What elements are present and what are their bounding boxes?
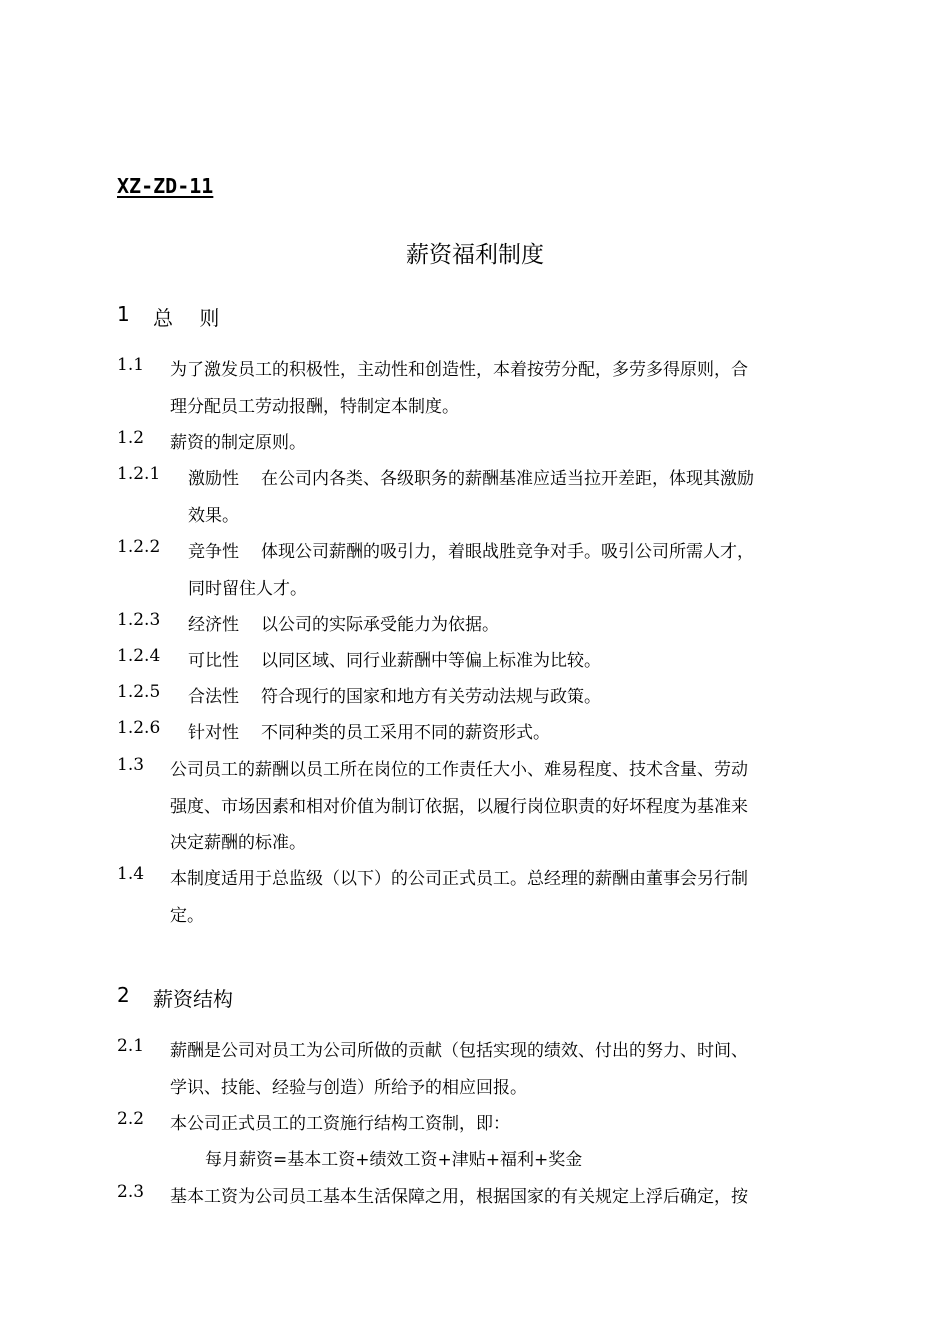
item-text: 强度、市场因素和相对价值为制订依据，以履行岗位职责的好坏程度为基准来	[170, 797, 748, 817]
item-line	[188, 718, 550, 743]
item-number: 1.2.1	[117, 464, 161, 484]
item-number: 1.3	[117, 755, 145, 775]
item-text: 定。	[170, 906, 204, 926]
item-line	[188, 646, 601, 671]
salary-formula: 每月薪资=基本工资+绩效工资+津贴+福利+奖金	[205, 1150, 583, 1170]
item-number: 2.3	[117, 1182, 145, 1202]
item-number: 1.2.5	[117, 682, 161, 702]
item-text: 基本工资为公司员工基本生活保障之用，根据国家的有关规定上浮后确定，按	[170, 1187, 748, 1207]
item-text: 学识、技能、经验与创造）所给予的相应回报。	[170, 1078, 527, 1098]
item-label: 针对性	[188, 723, 239, 743]
item-number: 1.2	[117, 428, 145, 448]
item-line	[188, 610, 499, 635]
item-number: 1.2.4	[117, 646, 161, 666]
item-text: 为了激发员工的积极性，主动性和创造性，本着按劳分配，多劳多得原则，合	[170, 360, 748, 380]
item-text: 本公司正式员工的工资施行结构工资制，即：	[170, 1114, 510, 1134]
item-text: 薪资的制定原则。	[170, 433, 306, 453]
item-label: 合法性	[188, 687, 239, 707]
document-code: XZ-ZD-11	[117, 174, 214, 198]
item-line	[188, 464, 754, 489]
item-text: 效果。	[188, 506, 239, 526]
section-title: 总 则	[153, 306, 230, 330]
item-number: 1.1	[117, 355, 145, 375]
item-text: 本制度适用于总监级（以下）的公司正式员工。总经理的薪酬由董事会另行制	[170, 869, 748, 889]
item-label: 竞争性	[188, 542, 239, 562]
item-text: 决定薪酬的标准。	[170, 833, 306, 853]
item-number: 1.4	[117, 864, 145, 884]
item-text: 在公司内各类、各级职务的薪酬基准应适当拉开差距，体现其激励	[261, 469, 754, 489]
item-line	[188, 682, 601, 707]
section-number: 1	[117, 302, 130, 326]
item-text: 同时留住人才。	[188, 579, 307, 599]
item-text: 不同种类的员工采用不同的薪资形式。	[261, 723, 550, 743]
section-number: 2	[117, 983, 130, 1007]
item-label: 经济性	[188, 615, 239, 635]
item-text: 体现公司薪酬的吸引力，着眼战胜竞争对手。吸引公司所需人才，	[261, 542, 754, 562]
item-text: 公司员工的薪酬以员工所在岗位的工作责任大小、难易程度、技术含量、劳动	[170, 760, 748, 780]
item-text: 理分配员工劳动报酬，特制定本制度。	[170, 397, 459, 417]
item-line	[188, 537, 754, 562]
item-label: 激励性	[188, 469, 239, 489]
item-number: 1.2.3	[117, 610, 161, 630]
item-number: 1.2.6	[117, 718, 161, 738]
item-text: 薪酬是公司对员工为公司所做的贡献（包括实现的绩效、付出的努力、时间、	[170, 1041, 748, 1061]
item-text: 以公司的实际承受能力为依据。	[261, 615, 499, 635]
item-number: 2.1	[117, 1036, 145, 1056]
item-label: 可比性	[188, 651, 239, 671]
item-text: 以同区域、同行业薪酬中等偏上标准为比较。	[261, 651, 601, 671]
item-number: 1.2.2	[117, 537, 161, 557]
document-title: 薪资福利制度	[406, 242, 544, 268]
section-title: 薪资结构	[153, 987, 233, 1011]
item-number: 2.2	[117, 1109, 145, 1129]
item-text: 符合现行的国家和地方有关劳动法规与政策。	[261, 687, 601, 707]
